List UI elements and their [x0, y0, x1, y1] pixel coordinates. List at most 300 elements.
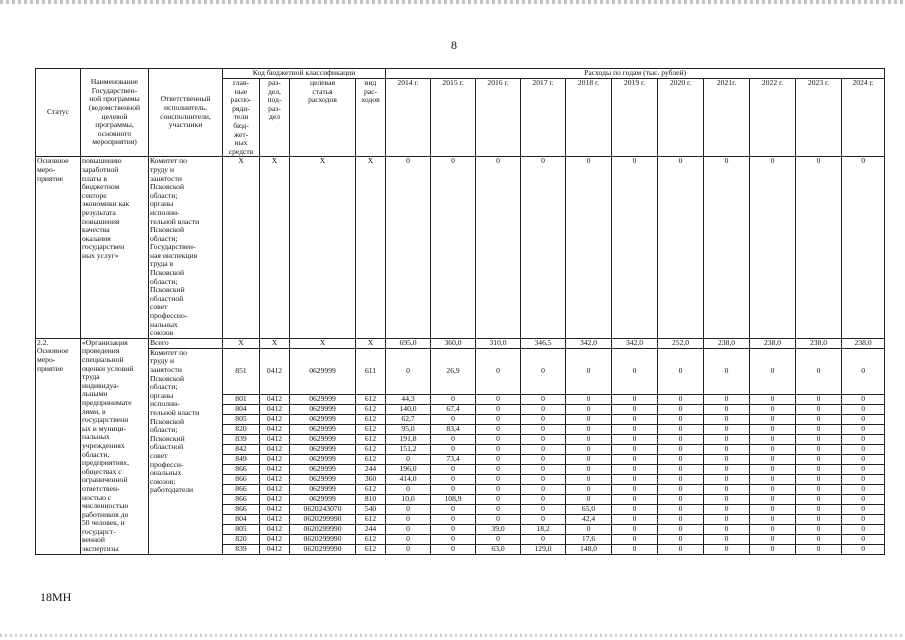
- value-cell: 0: [612, 524, 658, 534]
- value-cell: 0: [566, 484, 612, 494]
- code-cell: 849: [223, 454, 260, 464]
- value-cell: 0: [386, 348, 431, 394]
- value-cell: 0: [658, 348, 704, 394]
- value-cell: 67,4: [431, 404, 476, 414]
- code-cell: 805: [223, 414, 260, 424]
- page-number: 8: [451, 38, 457, 52]
- value-cell: 0: [566, 524, 612, 534]
- value-cell: 0: [658, 494, 704, 504]
- value-cell: 0: [521, 424, 566, 434]
- code-cell: X: [290, 338, 356, 348]
- value-cell: 0: [566, 434, 612, 444]
- value-cell: 0: [658, 544, 704, 554]
- value-cell: 0: [704, 434, 750, 444]
- value-cell: 0: [658, 157, 704, 338]
- section-1-name: повышению заработной платы в бюджетном секторе экономики как результата повышения качества оказания государствен ных услуг»: [81, 157, 149, 338]
- code-cell: 0412: [260, 434, 290, 444]
- code-cell: X: [223, 157, 260, 338]
- value-cell: 0: [750, 514, 796, 524]
- value-cell: 0: [612, 444, 658, 454]
- value-cell: 0: [842, 348, 885, 394]
- value-cell: 0: [521, 434, 566, 444]
- value-cell: 0: [521, 404, 566, 414]
- value-cell: 0: [521, 394, 566, 404]
- value-cell: 0: [566, 414, 612, 424]
- value-cell: 0: [842, 484, 885, 494]
- value-cell: 0: [750, 424, 796, 434]
- value-cell: 0: [521, 484, 566, 494]
- value-cell: 148,0: [566, 544, 612, 554]
- value-cell: 0: [750, 348, 796, 394]
- value-cell: 0: [431, 414, 476, 424]
- value-cell: 0: [750, 454, 796, 464]
- header-status: Статус: [36, 69, 81, 157]
- value-cell: 0: [842, 404, 885, 414]
- value-cell: 0: [658, 484, 704, 494]
- value-cell: 0: [612, 504, 658, 514]
- value-cell: 0: [704, 464, 750, 474]
- value-cell: 0: [796, 414, 842, 424]
- value-cell: 0: [476, 474, 521, 484]
- value-cell: 0: [658, 444, 704, 454]
- code-cell: 0412: [260, 504, 290, 514]
- header-year: 2024 г.: [842, 79, 885, 157]
- value-cell: 10,0: [386, 494, 431, 504]
- section-2-total-row: [36, 338, 885, 348]
- value-cell: 0: [658, 514, 704, 524]
- total-value-cell: 342,0: [566, 338, 612, 348]
- code-cell: 612: [356, 444, 386, 454]
- header-year: 2014 г.: [386, 79, 431, 157]
- header-budget-code-group: Код бюджетной классификации: [223, 69, 386, 79]
- value-cell: 0: [431, 434, 476, 444]
- code-cell: 0412: [260, 424, 290, 434]
- value-cell: 0: [750, 394, 796, 404]
- value-cell: 17,6: [566, 534, 612, 544]
- value-cell: 196,0: [386, 464, 431, 474]
- scan-edge-top: [0, 0, 905, 4]
- value-cell: 0: [612, 348, 658, 394]
- value-cell: 0: [612, 454, 658, 464]
- header-code-expense-type: вид рас- ходов: [356, 79, 386, 157]
- code-cell: 0629999: [290, 454, 356, 464]
- value-cell: 0: [476, 348, 521, 394]
- code-cell: 801: [223, 394, 260, 404]
- value-cell: 0: [796, 474, 842, 484]
- value-cell: 0: [704, 424, 750, 434]
- value-cell: 0: [842, 454, 885, 464]
- value-cell: 0: [796, 434, 842, 444]
- value-cell: 0: [386, 504, 431, 514]
- value-cell: 0: [566, 474, 612, 484]
- value-cell: 0: [658, 464, 704, 474]
- value-cell: 0: [612, 474, 658, 484]
- code-cell: 0620299990: [290, 534, 356, 544]
- value-cell: 65,0: [566, 504, 612, 514]
- code-cell: 612: [356, 414, 386, 424]
- code-cell: 866: [223, 484, 260, 494]
- section-2-total-label: Всего: [149, 338, 223, 348]
- header-year: 2020 г.: [658, 79, 704, 157]
- code-cell: 612: [356, 484, 386, 494]
- value-cell: 0: [521, 454, 566, 464]
- code-cell: 612: [356, 404, 386, 414]
- value-cell: 0: [521, 474, 566, 484]
- value-cell: 414,0: [386, 474, 431, 484]
- value-cell: 0: [658, 394, 704, 404]
- value-cell: 0: [521, 348, 566, 394]
- value-cell: 0: [658, 434, 704, 444]
- code-cell: 839: [223, 544, 260, 554]
- value-cell: 0: [750, 444, 796, 454]
- value-cell: 0: [842, 464, 885, 474]
- code-cell: 612: [356, 454, 386, 464]
- value-cell: 0: [521, 504, 566, 514]
- section-1-row: [36, 157, 885, 338]
- value-cell: 62,7: [386, 414, 431, 424]
- value-cell: 0: [704, 348, 750, 394]
- value-cell: 0: [566, 494, 612, 504]
- section-2-executor: Комитет по труду и занятости Псковской области; органы исполни- тельной власти Псковской области; Псковский областной совет професси- ональных союзов; работодатели: [149, 348, 223, 554]
- value-cell: 0: [750, 494, 796, 504]
- value-cell: 0: [476, 494, 521, 504]
- value-cell: 0: [431, 157, 476, 338]
- value-cell: 0: [566, 348, 612, 394]
- value-cell: 0: [704, 414, 750, 424]
- value-cell: 0: [476, 157, 521, 338]
- code-cell: 612: [356, 424, 386, 434]
- value-cell: 0: [842, 544, 885, 554]
- total-value-cell: 342,0: [612, 338, 658, 348]
- code-cell: 0412: [260, 524, 290, 534]
- value-cell: 0: [566, 157, 612, 338]
- code-cell: X: [260, 338, 290, 348]
- total-value-cell: 360,0: [431, 338, 476, 348]
- value-cell: 0: [704, 514, 750, 524]
- value-cell: 140,0: [386, 404, 431, 414]
- code-cell: 866: [223, 464, 260, 474]
- value-cell: 0: [704, 474, 750, 484]
- code-cell: 612: [356, 394, 386, 404]
- value-cell: 63,0: [476, 544, 521, 554]
- code-cell: 244: [356, 524, 386, 534]
- value-cell: 0: [431, 444, 476, 454]
- code-cell: 540: [356, 504, 386, 514]
- total-value-cell: 238,0: [704, 338, 750, 348]
- header-year: 2019 г.: [612, 79, 658, 157]
- code-cell: 0620243070: [290, 504, 356, 514]
- value-cell: 0: [612, 424, 658, 434]
- value-cell: 0: [796, 424, 842, 434]
- code-cell: 0620299990: [290, 524, 356, 534]
- value-cell: 0: [476, 444, 521, 454]
- header-row-groups: [36, 69, 885, 79]
- code-cell: 0412: [260, 444, 290, 454]
- value-cell: 0: [612, 157, 658, 338]
- value-cell: 0: [704, 544, 750, 554]
- value-cell: 0: [796, 484, 842, 494]
- value-cell: 39,0: [476, 524, 521, 534]
- value-cell: 0: [386, 157, 431, 338]
- value-cell: 108,9: [431, 494, 476, 504]
- code-cell: 820: [223, 424, 260, 434]
- value-cell: 18,2: [521, 524, 566, 534]
- value-cell: 0: [521, 157, 566, 338]
- value-cell: 0: [704, 504, 750, 514]
- value-cell: 0: [796, 348, 842, 394]
- value-cell: 0: [386, 454, 431, 464]
- value-cell: 0: [704, 404, 750, 414]
- value-cell: 0: [796, 404, 842, 414]
- value-cell: 0: [476, 484, 521, 494]
- total-value-cell: 238,0: [750, 338, 796, 348]
- budget-table: [35, 68, 885, 555]
- value-cell: 0: [796, 454, 842, 464]
- value-cell: 0: [431, 484, 476, 494]
- value-cell: 0: [386, 484, 431, 494]
- code-cell: 0620299990: [290, 544, 356, 554]
- value-cell: 0: [796, 534, 842, 544]
- code-cell: X: [356, 157, 386, 338]
- code-cell: 0412: [260, 494, 290, 504]
- value-cell: 0: [476, 404, 521, 414]
- code-cell: 612: [356, 534, 386, 544]
- value-cell: 0: [796, 394, 842, 404]
- code-cell: 866: [223, 504, 260, 514]
- value-cell: 0: [566, 444, 612, 454]
- value-cell: 0: [704, 524, 750, 534]
- value-cell: 0: [704, 484, 750, 494]
- code-cell: 0629999: [290, 424, 356, 434]
- value-cell: 0: [386, 514, 431, 524]
- total-value-cell: 238,0: [842, 338, 885, 348]
- code-cell: 0412: [260, 484, 290, 494]
- header-year: 2016 г.: [476, 79, 521, 157]
- value-cell: 0: [658, 454, 704, 464]
- value-cell: 0: [842, 534, 885, 544]
- value-cell: 0: [704, 534, 750, 544]
- code-cell: 0412: [260, 514, 290, 524]
- value-cell: 0: [521, 534, 566, 544]
- code-cell: 866: [223, 494, 260, 504]
- value-cell: 0: [796, 544, 842, 554]
- value-cell: 0: [658, 414, 704, 424]
- value-cell: 0: [612, 404, 658, 414]
- value-cell: 0: [842, 494, 885, 504]
- total-value-cell: 695,0: [386, 338, 431, 348]
- total-value-cell: 346,5: [521, 338, 566, 348]
- value-cell: 0: [566, 424, 612, 434]
- code-cell: 611: [356, 348, 386, 394]
- code-cell: 612: [356, 514, 386, 524]
- value-cell: 83,4: [431, 424, 476, 434]
- code-cell: 0412: [260, 474, 290, 484]
- value-cell: 0: [750, 534, 796, 544]
- code-cell: 0620299990: [290, 514, 356, 524]
- code-cell: 0629999: [290, 444, 356, 454]
- value-cell: 0: [750, 484, 796, 494]
- value-cell: 129,0: [521, 544, 566, 554]
- value-cell: 0: [431, 464, 476, 474]
- value-cell: 0: [431, 474, 476, 484]
- code-cell: 0629999: [290, 404, 356, 414]
- value-cell: 0: [521, 514, 566, 524]
- code-cell: X: [223, 338, 260, 348]
- value-cell: 0: [796, 524, 842, 534]
- value-cell: 0: [750, 157, 796, 338]
- value-cell: 0: [842, 434, 885, 444]
- value-cell: 0: [431, 394, 476, 404]
- value-cell: 0: [704, 444, 750, 454]
- value-cell: 0: [842, 414, 885, 424]
- value-cell: 42,4: [566, 514, 612, 524]
- value-cell: 0: [658, 504, 704, 514]
- code-cell: 0412: [260, 454, 290, 464]
- value-cell: 0: [750, 464, 796, 474]
- value-cell: 0: [612, 414, 658, 424]
- code-cell: 0629999: [290, 348, 356, 394]
- code-cell: 0629999: [290, 484, 356, 494]
- value-cell: 0: [658, 474, 704, 484]
- value-cell: 0: [842, 157, 885, 338]
- value-cell: 0: [842, 514, 885, 524]
- value-cell: 0: [842, 424, 885, 434]
- value-cell: 0: [612, 534, 658, 544]
- value-cell: 0: [521, 414, 566, 424]
- value-cell: 0: [476, 504, 521, 514]
- section-2-status: 2.2. Основное меро- приятие: [36, 338, 81, 554]
- value-cell: 44,3: [386, 394, 431, 404]
- value-cell: 0: [750, 414, 796, 424]
- value-cell: 0: [796, 464, 842, 474]
- value-cell: 0: [476, 434, 521, 444]
- value-cell: 0: [612, 544, 658, 554]
- value-cell: 0: [476, 534, 521, 544]
- code-cell: 0629999: [290, 494, 356, 504]
- value-cell: 0: [431, 504, 476, 514]
- value-cell: 0: [750, 504, 796, 514]
- value-cell: 0: [750, 524, 796, 534]
- value-cell: 0: [476, 464, 521, 474]
- code-cell: 804: [223, 404, 260, 414]
- code-cell: 804: [223, 514, 260, 524]
- code-cell: 0412: [260, 544, 290, 554]
- value-cell: 0: [658, 424, 704, 434]
- value-cell: 0: [796, 157, 842, 338]
- code-cell: 0629999: [290, 394, 356, 404]
- code-cell: 0629999: [290, 474, 356, 484]
- value-cell: 26,9: [431, 348, 476, 394]
- value-cell: 0: [658, 404, 704, 414]
- header-executor: Ответственный исполнитель, соисполнители, участники: [149, 69, 223, 157]
- code-cell: 0412: [260, 394, 290, 404]
- total-value-cell: 238,0: [796, 338, 842, 348]
- value-cell: 0: [612, 434, 658, 444]
- value-cell: 0: [566, 404, 612, 414]
- value-cell: 0: [476, 424, 521, 434]
- value-cell: 0: [612, 464, 658, 474]
- value-cell: 0: [386, 544, 431, 554]
- code-cell: 612: [356, 544, 386, 554]
- value-cell: 0: [704, 157, 750, 338]
- value-cell: 0: [476, 394, 521, 404]
- header-program-name: Наименование Государствен- ной программы (ведомственной целевой программы, основного мероприятия): [81, 69, 149, 157]
- value-cell: 0: [658, 534, 704, 544]
- code-cell: X: [260, 157, 290, 338]
- value-cell: 0: [386, 524, 431, 534]
- value-cell: 0: [658, 524, 704, 534]
- value-cell: 0: [842, 444, 885, 454]
- value-cell: 0: [750, 474, 796, 484]
- code-cell: X: [356, 338, 386, 348]
- section-2-name: «Организация проведения специальной оценки условий труда индивидуа- льными предпринимате лями, в государственн ых и муници- пальных учреждениях области, предприятиях, обществах с ограниченной ответствен- ностью с численностью работников до 50 человек, и государст- венной экспертизы: [81, 338, 149, 554]
- value-cell: 0: [612, 514, 658, 524]
- code-cell: 0412: [260, 404, 290, 414]
- header-year: 2018 г.: [566, 79, 612, 157]
- header-code-grbs: глав- ные распо- ряди- тели бюд- жет- ных средств: [223, 79, 260, 157]
- value-cell: 0: [704, 494, 750, 504]
- value-cell: 0: [842, 394, 885, 404]
- section-1-status: Основное меро- приятие: [36, 157, 81, 338]
- value-cell: 0: [521, 444, 566, 454]
- value-cell: 0: [431, 534, 476, 544]
- code-cell: 842: [223, 444, 260, 454]
- total-value-cell: 310,0: [476, 338, 521, 348]
- value-cell: 95,0: [386, 424, 431, 434]
- code-cell: 244: [356, 464, 386, 474]
- code-cell: 0412: [260, 348, 290, 394]
- code-cell: 805: [223, 524, 260, 534]
- code-cell: X: [290, 157, 356, 338]
- header-code-target-article: целевая статья расходов: [290, 79, 356, 157]
- value-cell: 0: [431, 544, 476, 554]
- value-cell: 0: [566, 454, 612, 464]
- code-cell: 612: [356, 434, 386, 444]
- value-cell: 0: [612, 484, 658, 494]
- code-cell: 360: [356, 474, 386, 484]
- value-cell: 0: [431, 514, 476, 524]
- value-cell: 0: [842, 524, 885, 534]
- value-cell: 0: [750, 544, 796, 554]
- header-year: 2021г.: [704, 79, 750, 157]
- value-cell: 0: [796, 514, 842, 524]
- value-cell: 0: [842, 474, 885, 484]
- value-cell: 0: [431, 524, 476, 534]
- code-cell: 820: [223, 534, 260, 544]
- header-year: 2023 г.: [796, 79, 842, 157]
- value-cell: 151,2: [386, 444, 431, 454]
- code-cell: 0412: [260, 414, 290, 424]
- code-cell: 0629999: [290, 414, 356, 424]
- value-cell: 0: [476, 514, 521, 524]
- total-value-cell: 252,0: [658, 338, 704, 348]
- value-cell: 0: [750, 434, 796, 444]
- document-code-footer: 18МН: [40, 590, 72, 604]
- value-cell: 0: [796, 494, 842, 504]
- value-cell: 0: [796, 504, 842, 514]
- header-code-section: раз- дел, под- раз- дел: [260, 79, 290, 157]
- scan-edge-bottom: [0, 634, 905, 637]
- value-cell: 0: [704, 394, 750, 404]
- header-expenses-group: Расходы по годам (тыс. рублей): [386, 69, 885, 79]
- value-cell: 73,4: [431, 454, 476, 464]
- value-cell: 0: [566, 394, 612, 404]
- header-year: 2015 г.: [431, 79, 476, 157]
- value-cell: 0: [476, 414, 521, 424]
- header-year: 2022 г.: [750, 79, 796, 157]
- value-cell: 0: [750, 404, 796, 414]
- value-cell: 0: [612, 394, 658, 404]
